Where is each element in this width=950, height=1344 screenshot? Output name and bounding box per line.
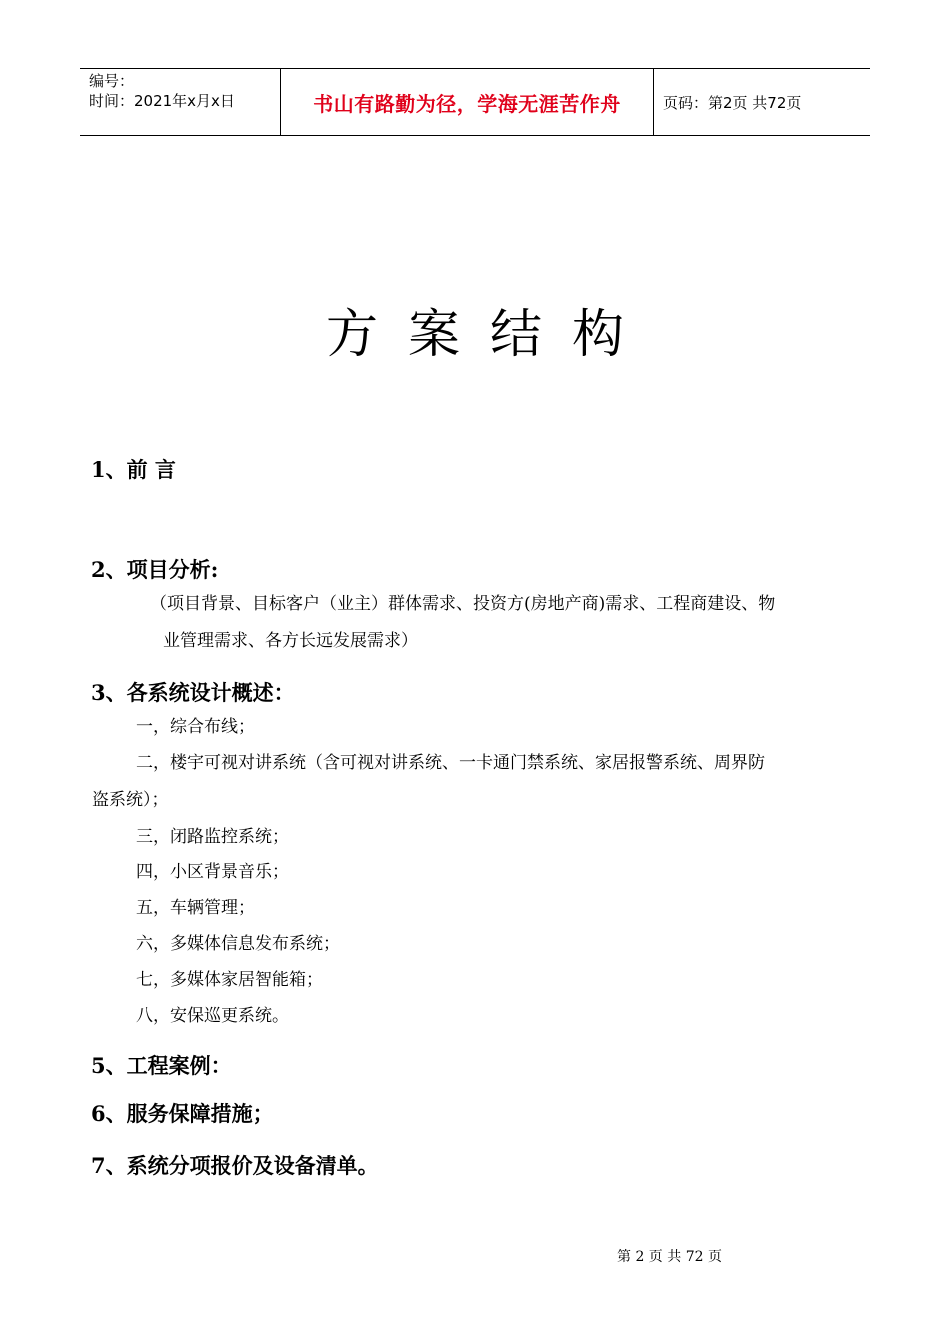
page-footer: 第 2 页 共 72 页 — [617, 1249, 722, 1265]
list-item: 一，综合布线； — [136, 717, 255, 737]
list-item: 五，车辆管理； — [136, 898, 255, 918]
section-heading-project-analysis: 2、项目分析: — [91, 557, 219, 582]
document-title: 方案结构 — [325, 305, 654, 365]
section-heading-quotation: 7、系统分项报价及设备清单。 — [91, 1153, 379, 1178]
section-heading-case-studies: 5、工程案例： — [91, 1053, 232, 1078]
page-header — [80, 68, 870, 136]
section-heading-service-guarantee: 6、服务保障措施； — [91, 1101, 274, 1126]
list-item: 三，闭路监控系统； — [136, 827, 289, 847]
list-item: 二，楼宇可视对讲系统（含可视对讲系统、一卡通门禁系统、家居报警系统、周界防 — [136, 753, 765, 773]
header-number: 编号： — [89, 72, 135, 90]
project-analysis-desc-line2: 业管理需求、各方长远发展需求） — [163, 631, 418, 651]
list-item: 六，多媒体信息发布系统； — [136, 934, 340, 954]
list-item: 四，小区背景音乐； — [136, 862, 289, 882]
header-page-info: 页码：第2页 共72页 — [663, 93, 802, 112]
section-heading-preface: 1、前 言 — [91, 457, 176, 482]
section-heading-system-overview: 3、各系统设计概述： — [91, 680, 295, 705]
header-time: 时间：2021年x月x日 — [89, 92, 235, 110]
list-item: 七，多媒体家居智能箱； — [136, 970, 323, 990]
list-item: 八，安保巡更系统。 — [136, 1006, 289, 1026]
header-motto: 书山有路勤为径，学海无涯苦作舟 — [281, 69, 654, 135]
list-item-continuation: 盗系统）； — [92, 790, 169, 810]
project-analysis-desc-line1: （项目背景、目标客户（业主）群体需求、投资方(房地产商)需求、工程商建设、物 — [150, 594, 776, 614]
header-meta — [80, 69, 281, 135]
